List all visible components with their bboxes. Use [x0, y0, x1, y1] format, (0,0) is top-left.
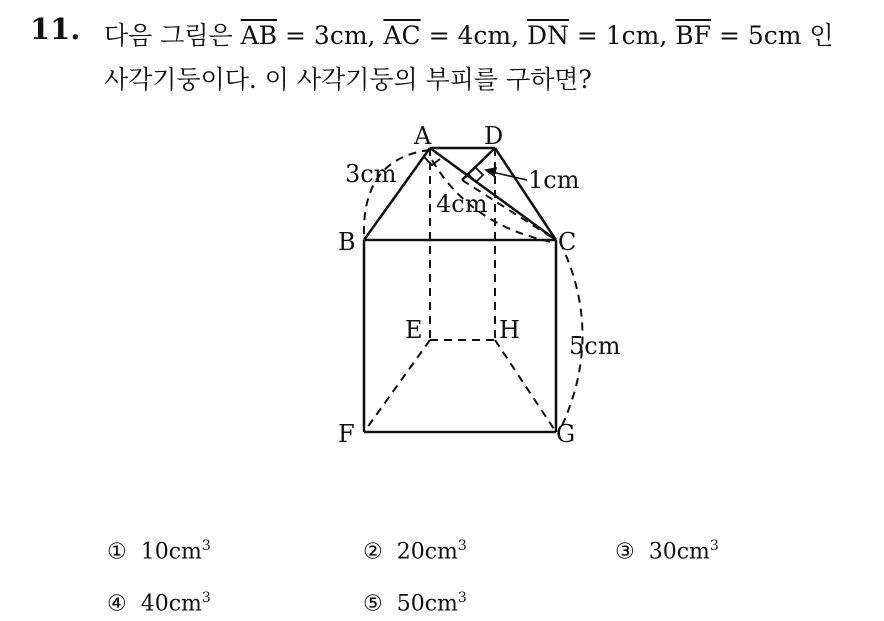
arrow-1cm: [486, 168, 527, 180]
choice-3[interactable]: ③ $30cm^3$: [615, 538, 719, 565]
label-f: F: [338, 420, 355, 448]
choice-1[interactable]: ① $10cm^3$: [107, 538, 211, 565]
edge-ef: [364, 340, 430, 432]
question-prefix: 다음 그림은: [104, 21, 241, 50]
segment-dn-line: [462, 148, 495, 180]
segment-dn: $\overline{DN}$: [527, 21, 569, 50]
question-line-2: 사각기둥이다. 이 사각기둥의 부피를 구하면?: [104, 65, 592, 94]
segment-ac: $\overline{AC}$: [383, 21, 421, 50]
label-e: E: [405, 316, 423, 344]
question-line-1: [104, 16, 834, 52]
dim-bf: 5cm: [569, 332, 621, 360]
label-c: C: [558, 228, 577, 256]
segment-ab: $\overline{AB}$: [240, 21, 278, 50]
equals-ab: = 3cm,: [277, 21, 384, 50]
dim-ac: 4cm: [436, 190, 488, 218]
question-number: 11.: [30, 12, 81, 46]
dim-ab: 3cm: [345, 160, 397, 188]
label-d: D: [484, 122, 504, 150]
choice-2[interactable]: ② $20cm^3$: [363, 538, 467, 565]
choice-5[interactable]: ⑤ $50cm^3$: [363, 590, 467, 617]
edge-hg: [495, 340, 556, 432]
label-g: G: [556, 420, 576, 448]
label-a: A: [414, 122, 432, 150]
prism-figure: [300, 108, 660, 458]
label-b: B: [338, 228, 356, 256]
segment-bf: $\overline{BF}$: [675, 21, 711, 50]
label-h: H: [499, 316, 520, 344]
dim-dn: 1cm: [528, 166, 580, 194]
choice-4[interactable]: ④ $40cm^3$: [107, 590, 211, 617]
equals-dn: = 1cm,: [568, 21, 676, 50]
equals-ac: = 4cm,: [420, 21, 527, 50]
equals-bf: = 5cm 인: [711, 21, 834, 50]
